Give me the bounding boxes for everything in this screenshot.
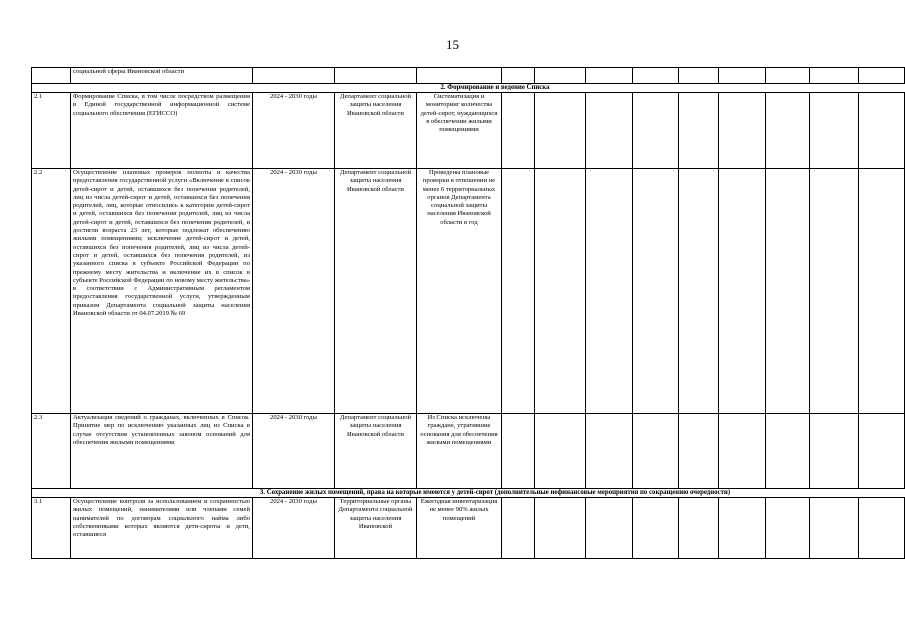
page-number: 15 (446, 37, 459, 52)
section-2-title: 2. Формирование и ведение Списка (32, 84, 905, 93)
table-row (32, 498, 905, 559)
section-header-row (32, 489, 905, 498)
row-result: Систематизация и мониторинг количества детей-сирот, нуждающихся в обеспечении жилыми помещениями (417, 93, 502, 169)
row-number: 2.3 (32, 414, 71, 489)
row-result: Из Списка исключены граждане, утратившие основания для обеспечения жилыми помещениями (417, 414, 502, 489)
row-executor: Департамент социальной защиты населения Ивановской области (335, 93, 417, 169)
row-description: Осуществление контроля за использованием и сохранностью жилых помещений, нанимателями или членами семей нанимателей по договорам социального найма либо собственниками которых являются дети-сироты и дети, оставшиеся (71, 498, 253, 559)
table-row (32, 414, 905, 489)
row-executor: Департамент социальной защиты населения Ивановской области (335, 414, 417, 489)
row-number: 2.2 (32, 169, 71, 414)
row-period: 2024 - 2030 годы (253, 169, 335, 414)
row-description: Актуализация сведений о гражданах, включенных в Список. Принятие мер по исключению указанных лиц из Списка в случае отсутствия установленных законом оснований для обеспечения жилыми помещениями (71, 414, 253, 489)
row-period: 2024 - 2030 годы (253, 498, 335, 559)
row-result: Ежегодная инвентаризация не менее 90% жилых помещений (417, 498, 502, 559)
row-result: Проведены плановые проверки в отношении не менее 6 территориальных органов Департамента социальной защиты населения Ивановской области в год (417, 169, 502, 414)
table-row (32, 68, 905, 84)
row-description: Формирование Списка, в том числе посредством размещения в Единой государственной информационной системе социального обеспечения (ЕГИССО) (71, 93, 253, 169)
activities-table (31, 67, 905, 559)
carry-over-text: социальной сферы Ивановской области (71, 68, 253, 84)
row-period: 2024 - 2030 годы (253, 414, 335, 489)
table-row (32, 169, 905, 414)
row-period: 2024 - 2030 годы (253, 93, 335, 169)
row-description: Осуществление плановых проверок полноты и качества предоставления государственной услуги «Включение в список детей-сирот и детей, оставшихся без попечения родителей, лиц из числа детей-сирот и детей, оставшихся без попечения родителей, лиц, которые относились к категории детей-сирот и детей, оставшихся без попечения родителей, лиц из числа детей-сирот и детей, оставшихся без попечения родителей, и достигли возраста 23 лет, которые подлежат обеспечению жилыми помещениями; исключение детей-сирот и детей, оставшихся без попечения родителей, лиц из числа детей-сирот и детей, оставшихся без попечения родителей, из указанного списка в субъекте Российской Федерации по прежнему месту жительства и включение их в список в субъекте Российской Федерации по новому месту жительства» в соответствии с Административным регламентом предоставления государственной услуги, утвержденным приказом Департамента социальной защиты населения Ивановской области от 04.07.2019 № 69 (71, 169, 253, 414)
row-executor: Департамент социальной защиты населения Ивановской области (335, 169, 417, 414)
section-header-row (32, 84, 905, 93)
row-executor: Территориальные органы Департамента социальной защиты населения Ивановской (335, 498, 417, 559)
row-number: 3.1 (32, 498, 71, 559)
row-number: 2.1 (32, 93, 71, 169)
section-3-title: 3. Сохранение жилых помещений, права на которые имеются у детей-сирот (дополнительные нефинансовые мероприятия по сокращению очередности) (32, 489, 905, 498)
table-row (32, 93, 905, 169)
